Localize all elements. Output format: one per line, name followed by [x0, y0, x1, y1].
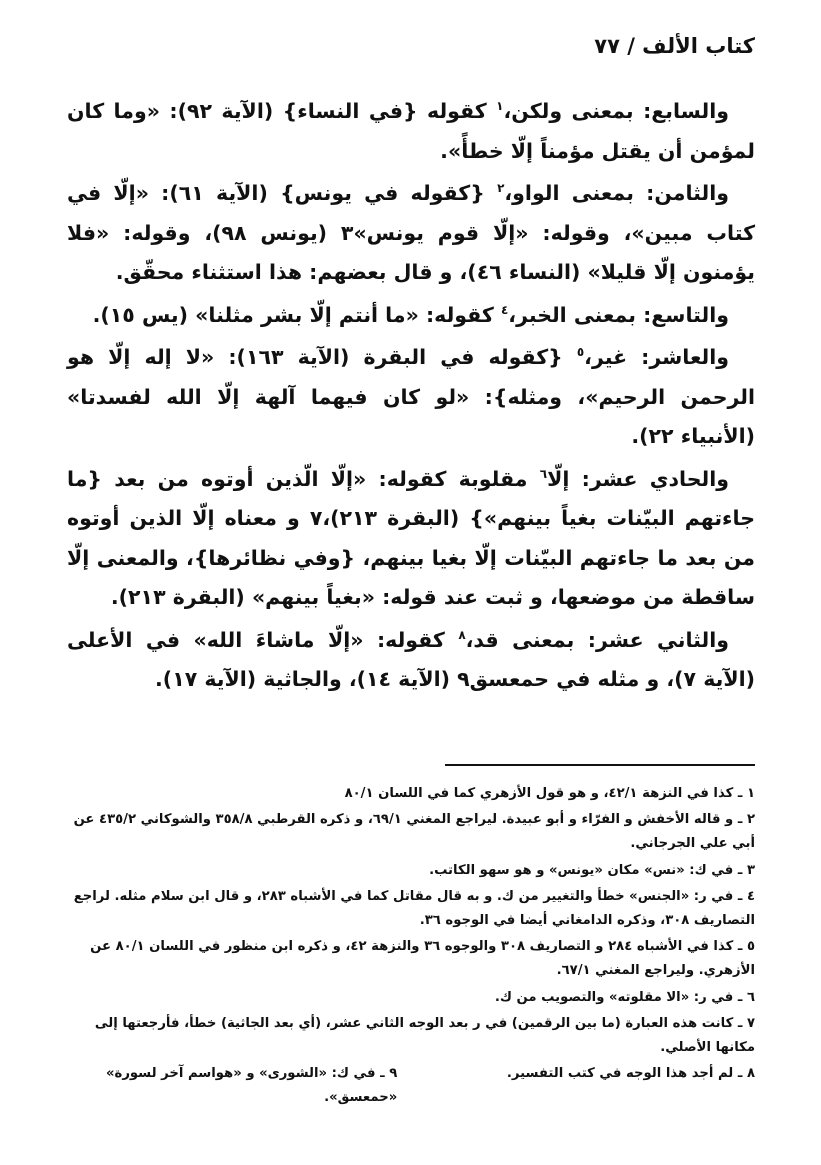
footnote-ref[interactable]: ١	[496, 99, 504, 114]
running-title: كتاب الألف / ٧٧	[594, 34, 755, 58]
paragraph-lead: والحادي عشر: إلّا	[547, 466, 729, 491]
paragraph-text: كقوله {في النساء} (الآية ٩٢): «وما كان لمؤمن أن يقتل مؤمناً إلّا خطأً».	[67, 99, 755, 163]
paragraph-text: {كقوله في البقرة (الآية ١٦٣): «لا إله إلّا هو الرحمن الرحيم»، ومثله}: «لو كان فيهما آلهة إلّا الله لفسدتا» (الأنبياء ٢٢).	[67, 345, 755, 448]
footnote-8: ٨ ـ لم أجد هذا الوجه في كتب التفسير.	[506, 1066, 755, 1082]
footnote-6: ٦ ـ في ر: «الا مقلوته» والتصويب من ك.	[494, 989, 755, 1005]
paragraph-text: مقلوبة كقوله: «إلّا الّذين أوتوه من بعد {ما جاءتهم البيّنات بغياً بينهم»} (البقرة ٢١٣)،٧ و معناه إلّا الذين أوتوه من بعد ما جاءتهم البيّنات إلّا بغيا بينهم، {وفي نظائرها}، والمعنى إلّا ساقطة من موضعها، و ثبت عند قوله: «بغياً بينهم» (البقرة ٢١٣).	[67, 466, 755, 609]
paragraph-twelfth	[67, 621, 755, 700]
footnote-ref[interactable]: ٤	[500, 302, 509, 317]
footnote-3: ٣ ـ في ك: «نس» مكان «يونس» و هو سهو الكاتب.	[429, 862, 755, 878]
footnote-row	[67, 1062, 755, 1110]
paragraph-lead: والثامن: بمعنى الواو،	[504, 181, 730, 205]
footnote-5: ٥ ـ كذا في الأشباه ٢٨٤ و التصاريف ٣٠٨ والوجوه ٣٦ والنزهة ٤٢، و ذكره ابن منظور في اللسان ٨٠/١ عن الأزهري. وليراجع المغني ٦٧/١.	[90, 939, 755, 979]
paragraph-text: كقوله: «ما أنتم إلّا بشر مثلنا» (يس ١٥).	[92, 302, 494, 327]
footnote-ref[interactable]: ٦	[539, 466, 548, 481]
paragraph-text: كقوله: «إلّا ماشاءَ الله» في الأعلى (الآية ٧)، و مثله في حمعسق٩ (الآية ١٤)، والجاثية (الآية ١٧).	[67, 627, 755, 691]
paragraph-ninth	[67, 296, 755, 336]
paragraph-lead: والسابع: بمعنى ولكن،	[503, 99, 729, 123]
footnote-ref[interactable]: ٨	[458, 627, 466, 642]
paragraph-eleventh	[67, 460, 755, 618]
main-text	[67, 92, 755, 703]
paragraph-tenth	[67, 338, 755, 457]
footnote-ref[interactable]: ٢	[497, 181, 505, 196]
paragraph-lead: والثاني عشر: بمعنى قد،	[465, 627, 730, 652]
paragraph-lead: والتاسع: بمعنى الخبر،	[508, 302, 729, 327]
footnotes	[67, 782, 755, 1113]
paragraph-eighth	[67, 174, 755, 293]
footnote-9: ٩ ـ في ك: «الشورى» و «هواسم آخر لسورة» «حمعسق».	[106, 1066, 398, 1106]
footnote-1: ١ ـ كذا في النزهة ٤٢/١، و هو قول الأزهري كما في اللسان ٨٠/١	[344, 786, 755, 801]
footnote-divider	[445, 764, 755, 766]
footnote-2: ٢ ـ و قاله الأخفش و الفرّاء و أبو عبيدة. ليراجع المغني ٦٩/١، و ذكره القرطبي ٣٥٨/٨ والشوكاني ٤٣٥/٢ عن أبي علي الجرجاني.	[73, 812, 755, 852]
paragraph-seventh	[67, 92, 755, 171]
paragraph-text: {كقوله في يونس} (الآية ٦١): «إلّا في كتاب مبين»، وقوله: «إلّا قوم يونس»٣ (يونس ٩٨)، وقوله: «فلا يؤمنون إلّا قليلا» (النساء ٤٦)، و قال بعضهم: هذا استثناء محقّق.	[67, 181, 755, 284]
footnote-7: ٧ ـ كانت هذه العبارة (ما بين الرقمين) في ر بعد الوجه الثاني عشر، (أي بعد الجاثية) خطأ، فأرجعتها إلى مكانها الأصلي.	[94, 1015, 755, 1056]
footnote-ref[interactable]: ٥	[576, 345, 585, 360]
footnote-4: ٤ ـ في ر: «الجنس» خطأ والتغيير من ك. و به قال مقاتل كما في الأشباه ٢٨٣، و قال ابن سلام مثله. لراجع التصاريف ٣٠٨، وذكره الدامغاني أيضا في الوجوه ٣٦.	[73, 888, 755, 929]
paragraph-lead: والعاشر: غير،	[584, 345, 729, 369]
